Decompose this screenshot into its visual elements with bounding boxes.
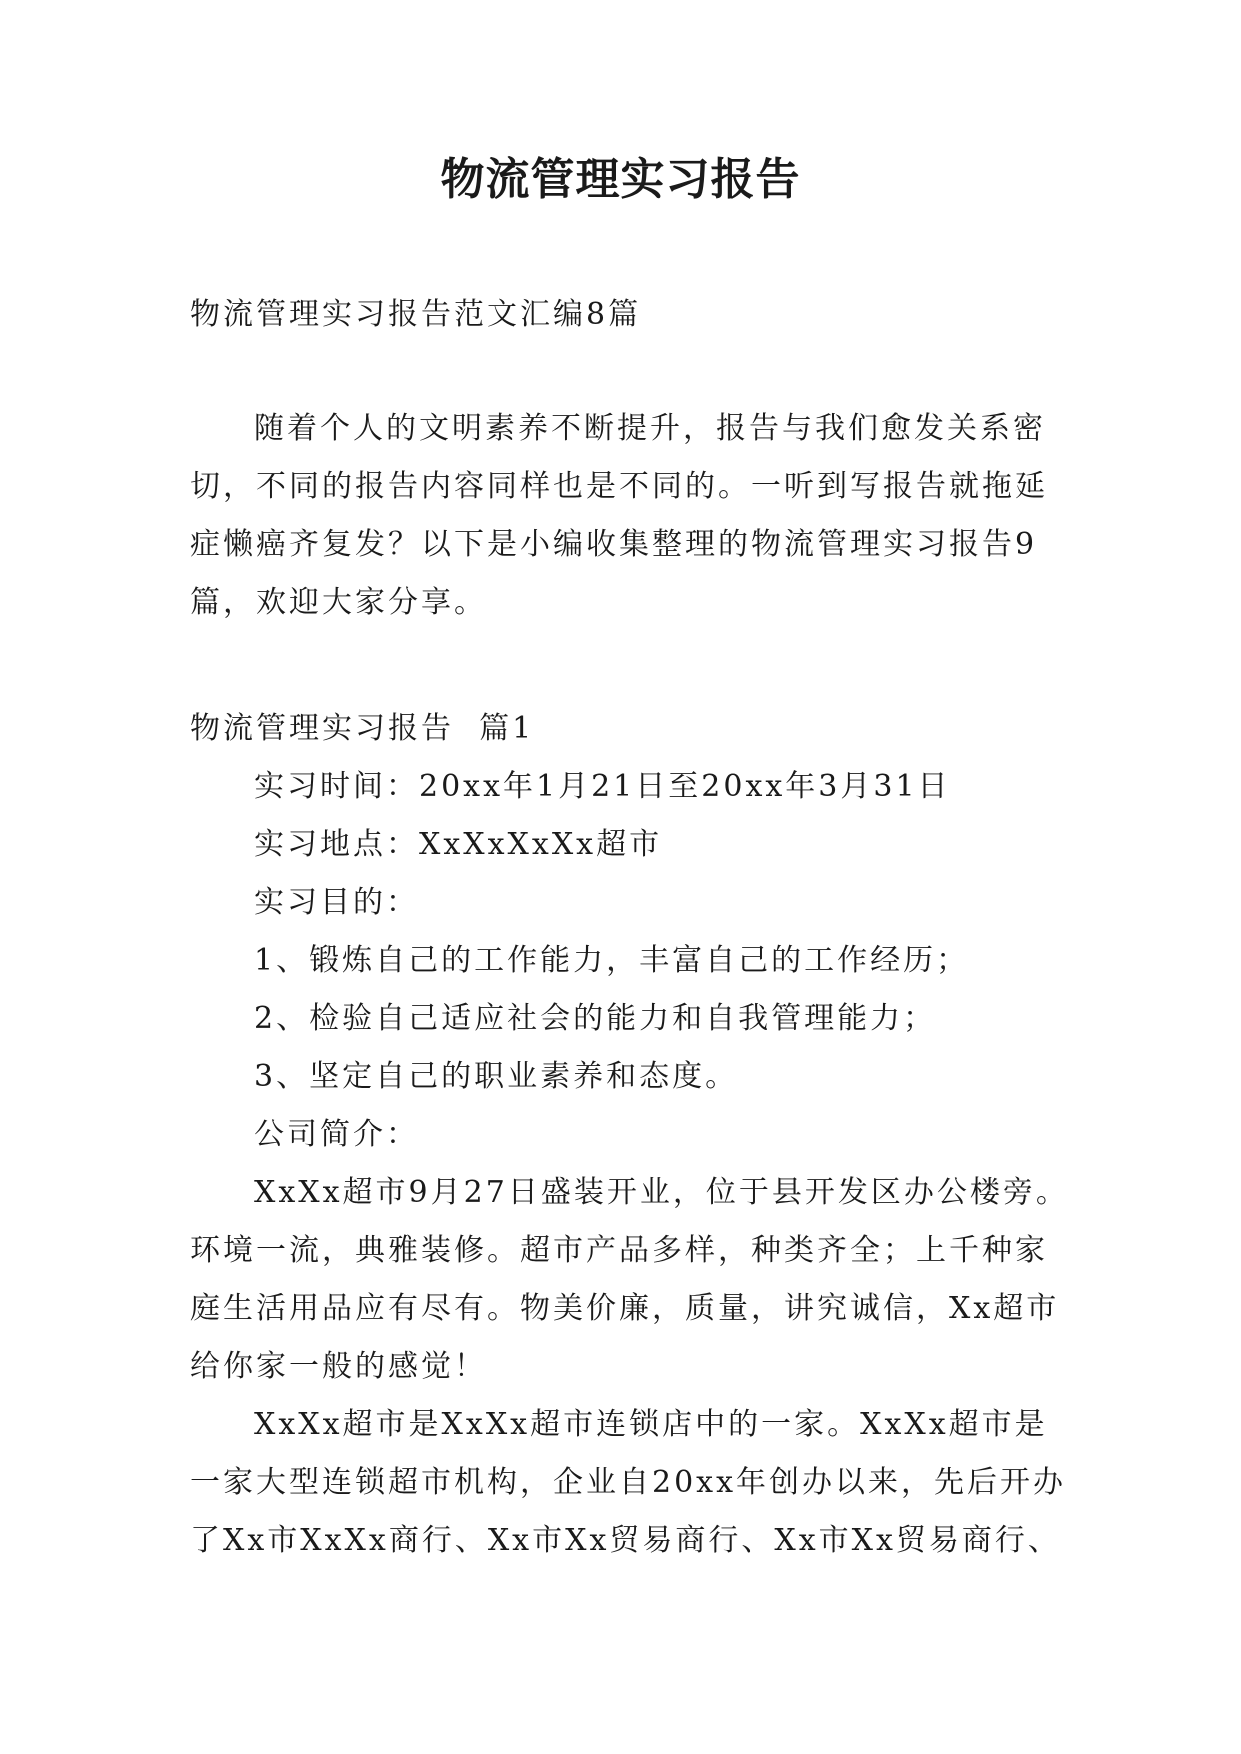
internship-location: 实习地点：XxXxXxXx超市	[254, 827, 663, 862]
subtitle-text: 物流管理实习报告范文汇编8篇	[190, 297, 642, 332]
intro-paragraph	[190, 400, 1070, 632]
purpose-item: 1、锻炼自己的工作能力，丰富自己的工作经历；	[254, 943, 970, 978]
company-paragraph: XxXx超市9月27日盛装开业，位于县开发区办公楼旁。环境一流，典雅装修。超市产品多样，种类齐全；上千种家庭生活用品应有尽有。物美价廉，质量，讲究诚信，Xx超市给你家一般的感觉！	[190, 1175, 1069, 1384]
document-subtitle	[190, 286, 1070, 344]
section-1	[190, 700, 1070, 1570]
section-heading: 物流管理实习报告 篇1	[190, 711, 535, 746]
document-title: 物流管理实习报告	[440, 154, 801, 205]
company-label: 公司简介：	[254, 1117, 419, 1152]
intro-text: 随着个人的文明素养不断提升，报告与我们愈发关系密切，不同的报告内容同样也是不同的。一听到写报告就拖延症懒癌齐复发？以下是小编收集整理的物流管理实习报告9篇，欢迎大家分享。	[190, 411, 1048, 620]
internship-time: 实习时间：20xx年1月21日至20xx年3月31日	[254, 769, 951, 804]
purpose-label: 实习目的：	[254, 885, 419, 920]
purpose-item: 2、检验自己适应社会的能力和自我管理能力；	[254, 1001, 937, 1036]
purpose-item: 3、坚定自己的职业素养和态度。	[254, 1059, 739, 1094]
company-paragraph: XxXx超市是XxXx超市连锁店中的一家。XxXx超市是一家大型连锁超市机构，企业自20xx年创办以来，先后开办了Xx市XxXx商行、Xx市Xx贸易商行、Xx市Xx贸易商行、	[190, 1407, 1067, 1558]
